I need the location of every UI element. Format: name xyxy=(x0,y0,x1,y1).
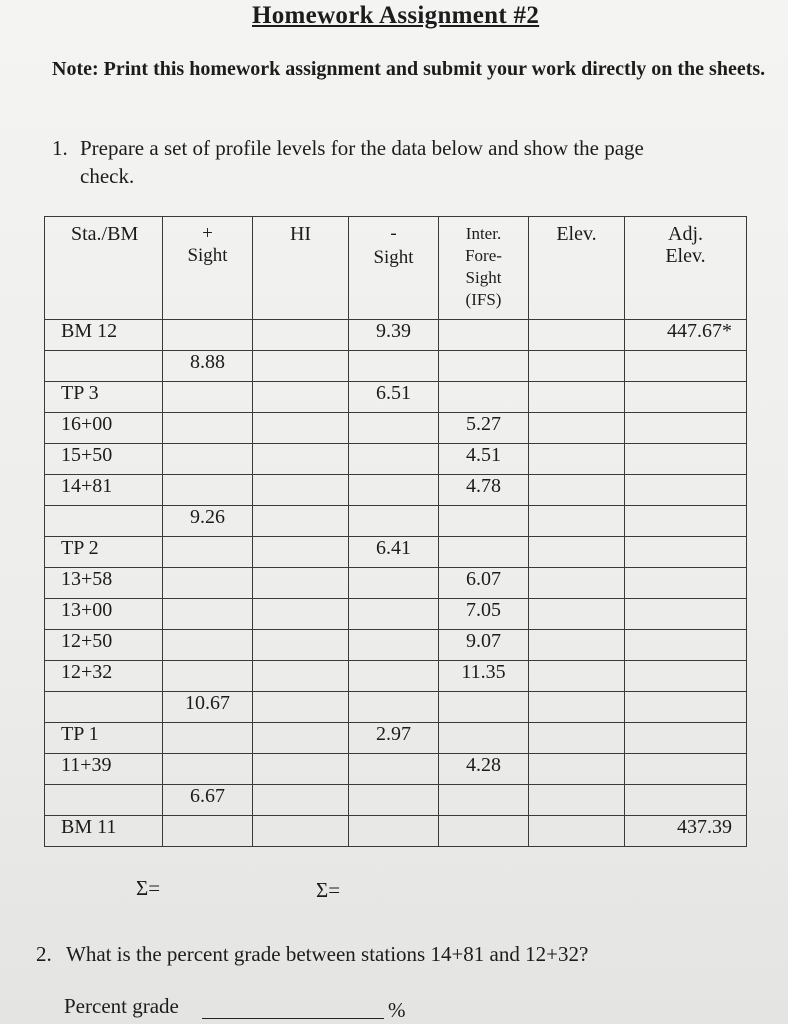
header-plus-label: Sight xyxy=(187,245,228,266)
sigma-minus-sight: Σ= xyxy=(316,878,341,902)
cell-hi[interactable] xyxy=(253,816,349,847)
cell-station xyxy=(45,506,163,537)
cell-hi[interactable] xyxy=(253,785,349,816)
page-title: Homework Assignment #2 xyxy=(252,2,540,29)
cell-adj-elev xyxy=(625,785,747,816)
cell-ifs xyxy=(439,537,529,568)
cell-elev[interactable] xyxy=(529,692,625,723)
cell-ifs xyxy=(439,351,529,382)
header-hi xyxy=(253,217,349,320)
question-2-number: 2. xyxy=(36,942,52,966)
cell-elev[interactable] xyxy=(529,754,625,785)
cell-hi[interactable] xyxy=(253,413,349,444)
question-2-text: What is the percent grade between stations 14+81 and 12+32? xyxy=(66,942,589,966)
cell-elev[interactable] xyxy=(529,630,625,661)
cell-elev[interactable] xyxy=(529,723,625,754)
header-elev-label: Elev. xyxy=(556,223,597,245)
cell-hi[interactable] xyxy=(253,537,349,568)
cell-station xyxy=(45,785,163,816)
cell-station: TP 1 xyxy=(45,723,163,754)
cell-hi[interactable] xyxy=(253,599,349,630)
header-sta xyxy=(45,217,163,320)
table-row xyxy=(45,444,747,475)
header-elev xyxy=(529,217,625,320)
cell-station: 13+58 xyxy=(45,568,163,599)
cell-plus-sight xyxy=(163,754,253,785)
cell-plus-sight: 8.88 xyxy=(163,351,253,382)
cell-ifs xyxy=(439,816,529,847)
cell-minus-sight: 2.97 xyxy=(349,723,439,754)
cell-minus-sight xyxy=(349,630,439,661)
cell-adj-elev: 447.67* xyxy=(625,320,747,351)
table-row xyxy=(45,785,747,816)
cell-station: BM 11 xyxy=(45,816,163,847)
cell-adj-elev xyxy=(625,692,747,723)
cell-station: 11+39 xyxy=(45,754,163,785)
cell-elev[interactable] xyxy=(529,475,625,506)
cell-minus-sight xyxy=(349,568,439,599)
cell-station: 14+81 xyxy=(45,475,163,506)
cell-elev[interactable] xyxy=(529,444,625,475)
cell-plus-sight xyxy=(163,382,253,413)
cell-plus-sight xyxy=(163,661,253,692)
cell-plus-sight xyxy=(163,723,253,754)
cell-station xyxy=(45,351,163,382)
cell-elev[interactable] xyxy=(529,413,625,444)
cell-hi[interactable] xyxy=(253,692,349,723)
cell-station: 16+00 xyxy=(45,413,163,444)
cell-hi[interactable] xyxy=(253,630,349,661)
cell-station: 13+00 xyxy=(45,599,163,630)
table-row xyxy=(45,413,747,444)
cell-minus-sight xyxy=(349,351,439,382)
cell-ifs: 11.35 xyxy=(439,661,529,692)
cell-minus-sight xyxy=(349,444,439,475)
cell-adj-elev xyxy=(625,382,747,413)
cell-plus-sight xyxy=(163,444,253,475)
table-row xyxy=(45,816,747,847)
question-2 xyxy=(36,942,736,967)
cell-minus-sight xyxy=(349,506,439,537)
header-adj-elev xyxy=(625,217,747,320)
header-adj-2: Elev. xyxy=(665,245,706,267)
cell-adj-elev xyxy=(625,413,747,444)
cell-minus-sight xyxy=(349,816,439,847)
table-row xyxy=(45,568,747,599)
cell-station: 12+50 xyxy=(45,630,163,661)
cell-minus-sight xyxy=(349,785,439,816)
cell-minus-sight: 6.51 xyxy=(349,382,439,413)
table-row xyxy=(45,692,747,723)
question-1-line2: check. xyxy=(80,164,135,188)
cell-hi[interactable] xyxy=(253,506,349,537)
cell-minus-sight: 6.41 xyxy=(349,537,439,568)
cell-station: BM 12 xyxy=(45,320,163,351)
cell-hi[interactable] xyxy=(253,475,349,506)
header-minus-label: Sight xyxy=(373,247,414,268)
cell-plus-sight: 6.67 xyxy=(163,785,253,816)
header-ifs xyxy=(439,217,529,320)
table-row xyxy=(45,382,747,413)
header-ifs-4: (IFS) xyxy=(465,290,502,309)
cell-plus-sight: 10.67 xyxy=(163,692,253,723)
cell-ifs xyxy=(439,723,529,754)
cell-elev[interactable] xyxy=(529,816,625,847)
question-1-number: 1. xyxy=(52,136,68,160)
cell-hi[interactable] xyxy=(253,320,349,351)
cell-adj-elev xyxy=(625,599,747,630)
cell-station: TP 2 xyxy=(45,537,163,568)
cell-minus-sight xyxy=(349,599,439,630)
question-1-line1: Prepare a set of profile levels for the data below and show the page xyxy=(80,136,644,160)
cell-ifs xyxy=(439,692,529,723)
cell-ifs: 4.51 xyxy=(439,444,529,475)
note-text: Note: Print this homework assignment and submit your work directly on the sheets. xyxy=(52,58,766,80)
cell-plus-sight xyxy=(163,475,253,506)
cell-minus-sight xyxy=(349,475,439,506)
table-row xyxy=(45,475,747,506)
cell-elev[interactable] xyxy=(529,537,625,568)
cell-plus-sight xyxy=(163,537,253,568)
cell-station: TP 3 xyxy=(45,382,163,413)
header-plus-sight xyxy=(163,217,253,320)
cell-ifs: 5.27 xyxy=(439,413,529,444)
cell-minus-sight xyxy=(349,661,439,692)
cell-ifs xyxy=(439,506,529,537)
cell-hi[interactable] xyxy=(253,661,349,692)
table-body xyxy=(45,320,747,847)
cell-station xyxy=(45,692,163,723)
cell-plus-sight xyxy=(163,599,253,630)
table-row xyxy=(45,599,747,630)
cell-adj-elev xyxy=(625,630,747,661)
header-plus-sign: + xyxy=(202,223,213,244)
cell-ifs: 9.07 xyxy=(439,630,529,661)
cell-elev[interactable] xyxy=(529,351,625,382)
cell-plus-sight xyxy=(163,568,253,599)
cell-ifs xyxy=(439,785,529,816)
table-row xyxy=(45,630,747,661)
header-ifs-3: Sight xyxy=(465,268,502,287)
header-minus-sign: - xyxy=(390,223,397,244)
table-row xyxy=(45,661,747,692)
cell-hi[interactable] xyxy=(253,723,349,754)
profile-levels-table xyxy=(44,216,747,847)
cell-elev[interactable] xyxy=(529,506,625,537)
table-row xyxy=(45,754,747,785)
cell-ifs: 7.05 xyxy=(439,599,529,630)
cell-ifs: 4.78 xyxy=(439,475,529,506)
header-hi-label: HI xyxy=(289,223,312,245)
cell-minus-sight xyxy=(349,754,439,785)
cell-ifs: 6.07 xyxy=(439,568,529,599)
cell-adj-elev: 437.39 xyxy=(625,816,747,847)
cell-hi[interactable] xyxy=(253,382,349,413)
cell-adj-elev xyxy=(625,444,747,475)
cell-elev[interactable] xyxy=(529,568,625,599)
cell-minus-sight xyxy=(349,692,439,723)
cell-adj-elev xyxy=(625,537,747,568)
cell-adj-elev xyxy=(625,475,747,506)
question-1 xyxy=(52,134,752,190)
cell-adj-elev xyxy=(625,568,747,599)
cell-plus-sight xyxy=(163,320,253,351)
cell-adj-elev xyxy=(625,723,747,754)
cell-ifs: 4.28 xyxy=(439,754,529,785)
cell-plus-sight xyxy=(163,816,253,847)
cell-elev[interactable] xyxy=(529,661,625,692)
cell-elev[interactable] xyxy=(529,320,625,351)
cell-plus-sight xyxy=(163,413,253,444)
table-row xyxy=(45,723,747,754)
cell-elev[interactable] xyxy=(529,599,625,630)
header-adj-1: Adj. xyxy=(668,223,703,245)
cell-hi[interactable] xyxy=(253,444,349,475)
cell-ifs xyxy=(439,320,529,351)
cell-minus-sight xyxy=(349,413,439,444)
sigma-plus-sight: Σ= xyxy=(136,876,161,900)
header-ifs-2: Fore- xyxy=(465,246,502,265)
cell-elev[interactable] xyxy=(529,785,625,816)
cell-plus-sight xyxy=(163,630,253,661)
table-header-row xyxy=(45,217,747,320)
cell-ifs xyxy=(439,382,529,413)
cell-hi[interactable] xyxy=(253,351,349,382)
percent-symbol: % xyxy=(388,998,406,1022)
cell-adj-elev xyxy=(625,351,747,382)
cell-hi[interactable] xyxy=(253,568,349,599)
header-ifs-1: Inter. xyxy=(465,224,502,243)
table-row xyxy=(45,537,747,568)
percent-grade-label: Percent grade xyxy=(64,994,179,1018)
cell-minus-sight: 9.39 xyxy=(349,320,439,351)
header-sta-label: Sta./BM xyxy=(71,223,139,245)
table-row xyxy=(45,320,747,351)
cell-adj-elev xyxy=(625,754,747,785)
cell-hi[interactable] xyxy=(253,754,349,785)
cell-plus-sight: 9.26 xyxy=(163,506,253,537)
cell-elev[interactable] xyxy=(529,382,625,413)
header-minus-sight xyxy=(349,217,439,320)
percent-grade-answer-line[interactable] xyxy=(202,1018,384,1019)
cell-adj-elev xyxy=(625,506,747,537)
cell-station: 12+32 xyxy=(45,661,163,692)
cell-adj-elev xyxy=(625,661,747,692)
cell-station: 15+50 xyxy=(45,444,163,475)
table-row xyxy=(45,506,747,537)
table-row xyxy=(45,351,747,382)
